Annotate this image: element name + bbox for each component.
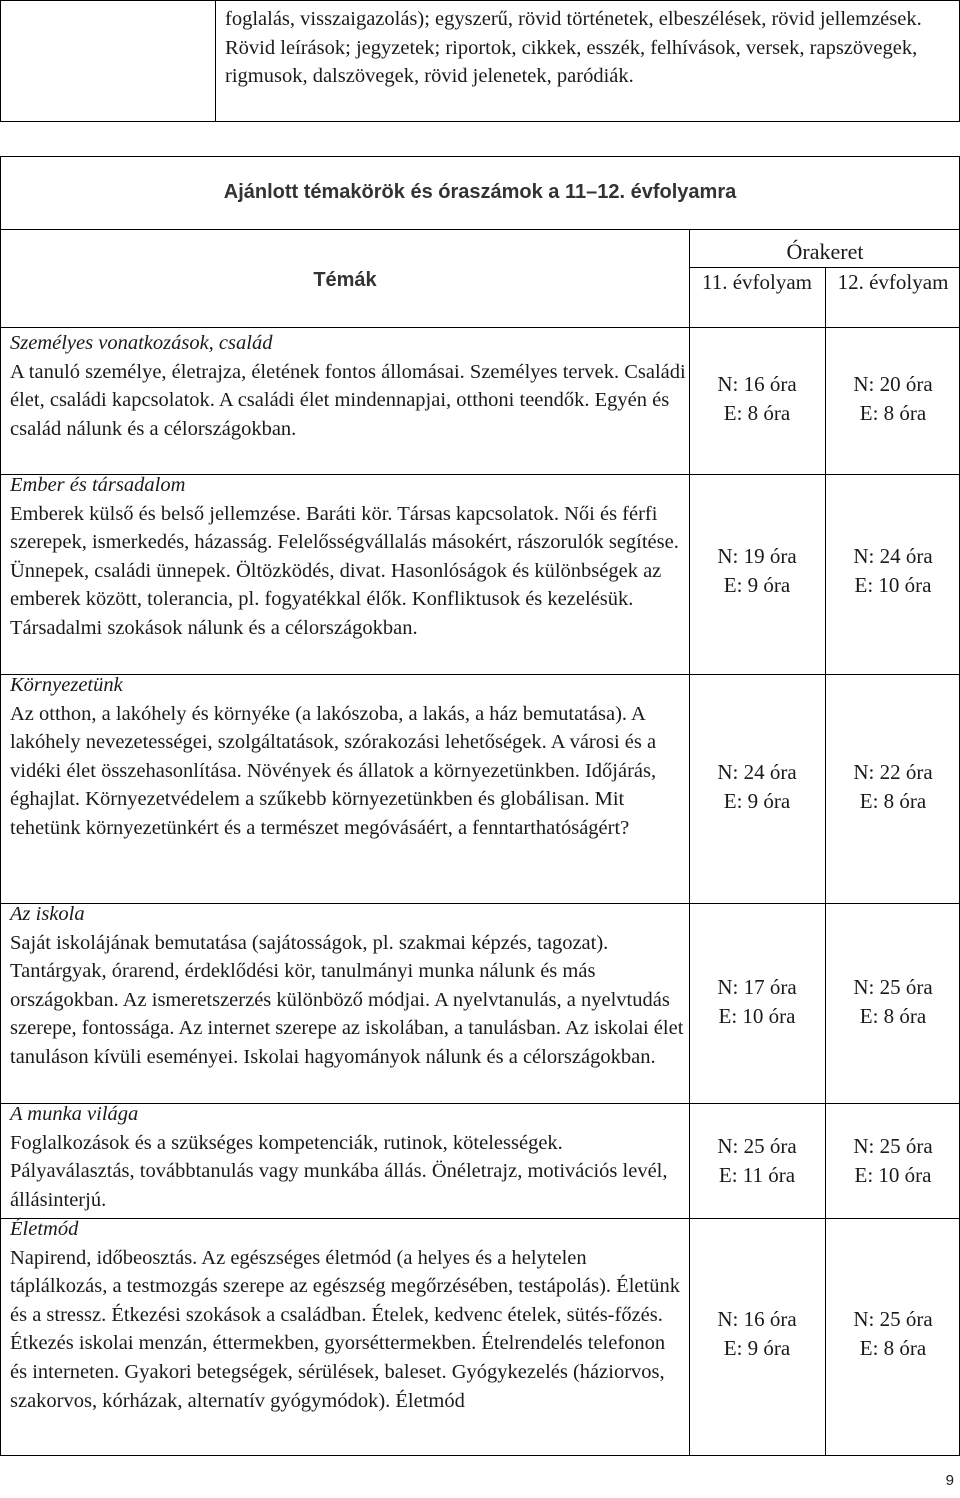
table-row [10,1215,686,1415]
hours-n: N: 20 óra [853,372,933,396]
page-number: 9 [945,1472,954,1489]
hours-e: E: 9 óra [723,1336,791,1360]
hours-e: E: 10 óra [854,1163,932,1187]
hours-e: E: 9 óra [723,789,791,813]
hours-year-11 [689,1132,825,1190]
hours-e: E: 8 óra [859,1336,927,1360]
topic-body: Az otthon, a lakóhely és környéke (a lakószoba, a lakás, a ház bemutatása). A lakóhely nevezetességei, szolgáltatások, szórakozási lehetőségek. A városi és a vidéki élet összehasonlítása. Növények és állatok a környezetünkben. Időjárás, éghajlat. Környezetvédelem a szűkebb környezetünkben és globálisan. Mit tehetünk környezetünkért és a természet megóvásáért, a fenntarthatóságért? [10,702,657,839]
column-header-year-12: 12. évfolyam [837,270,949,294]
header-divider [1,327,959,328]
topic-body: Foglalkozások és a szükséges kompetenciák, rutinok, kötelességek. Pályaválasztás, továbbtanulás vagy munkába állás. Önéletrajz, motivációs levél, állásinterjú. [10,1131,668,1211]
hours-e: E: 8 óra [859,1004,927,1028]
hours-n: N: 16 óra [717,1307,797,1331]
hours-e: E: 10 óra [718,1004,796,1028]
section-title: Ajánlott témakörök és óraszámok a 11–12. évfolyamra [223,181,737,203]
hours-e: E: 9 óra [723,573,791,597]
hours-year-11 [689,1305,825,1363]
hours-n: N: 16 óra [717,372,797,396]
hours-year-11 [689,758,825,816]
topic-title: Ember és társadalom [10,474,186,496]
topic-title: A munka világa [10,1103,139,1125]
hours-year-11 [689,370,825,428]
topic-title: Az iskola [10,903,85,925]
topic-body: A tanuló személye, életrajza, életének fontos állomásai. Személyes tervek. Családi élet, családi kapcsolatok. A családi élet mindennapjai, otthoni teendők. Egyén és család nálunk és a célországokban. [10,360,686,440]
hours-year-12 [825,1305,960,1363]
hours-n: N: 24 óra [853,544,933,568]
column-header-hours: Órakeret [786,239,864,264]
hours-e: E: 8 óra [859,789,927,813]
hours-n: N: 24 óra [717,760,797,784]
topic-title: Személyes vonatkozások, család [10,332,273,354]
intro-text: foglalás, visszaigazolás); egyszerű, rövid történetek, elbeszélések, rövid jellemzések. Rövid leírások; jegyzetek; riportok, cikkek, esszék, felhívások, versek, rapszövegek, rigmusok, dalszövegek, rövid jelenetek, paródiák. [225,8,922,87]
topic-body: Emberek külső és belső jellemzése. Baráti kör. Társas kapcsolatok. Női és férfi szerepek, ismerkedés, házasság. Felelősségvállalás másokért, rászorulók segítése. Ünnepek, családi ünnepek. Öltözködés, divat. Hasonlóságok és különbségek az emberek között, tolerancia, pl. fogyatékkal élők. Konfliktusok és kezelésük. Társadalmi szokások nálunk és a célországokban. [10,502,679,639]
table-row [10,471,686,643]
table-row [10,900,686,1072]
hours-year-12 [825,542,960,600]
topics-table [0,229,960,1456]
hours-n: N: 25 óra [853,975,933,999]
hours-year-12 [825,370,960,428]
column-header-year-11: 11. évfolyam [701,270,813,294]
table-row [10,329,686,443]
hours-e: E: 8 óra [723,401,791,425]
table-row [10,671,686,843]
topic-title: Környezetünk [10,674,123,696]
topic-title: Életmód [10,1218,79,1240]
table-row [10,1100,686,1214]
topic-body: Saját iskolájának bemutatása (sajátosságok, pl. szakmai képzés, tagozat). Tantárgyak, órarend, érdeklődési kör, tanulmányi munka nálunk és más országokban. Az ismeretszerzés különböző módjai. A nyelvtanulás, a nyelvtudás szerepe, fontossága. Az internet szerepe az iskolában, a tanulásban. Az iskolai élet tanuláson kívüli eseményei. Iskolai hagyományok nálunk és a célországokban. [10,931,684,1068]
intro-box [0,0,960,122]
hours-year-11 [689,542,825,600]
hours-year-12 [825,973,960,1031]
hours-year-11 [689,973,825,1031]
hours-year-12 [825,758,960,816]
hours-n: N: 22 óra [853,760,933,784]
hours-n: N: 17 óra [717,975,797,999]
column-divider [825,267,826,1455]
section-title-box [0,156,960,230]
hours-year-12 [825,1132,960,1190]
topic-body: Napirend, időbeosztás. Az egészséges életmód (a helyes és a helytelen táplálkozás, a testmozgás szerepe az egészség megőrzésében, testápolás). Életünk és a stressz. Étkezési szokások a családban. Ételek, kedvenc ételek, sütés-főzés. Étkezés iskolai menzán, éttermekben, gyorséttermekben. Ételrendelés telefonon és interneten. Gyakori betegségek, sérülések, baleset. Gyógykezelés (háziorvos, szakorvos, kórházak, alternatív gyógymódok). Életmód [10,1246,680,1412]
hours-e: E: 11 óra [718,1163,796,1187]
hours-e: E: 10 óra [854,573,932,597]
intro-left-cell [1,1,216,121]
hours-n: N: 25 óra [853,1307,933,1331]
hours-e: E: 8 óra [859,401,927,425]
column-header-topics: Témák [313,269,377,291]
hours-n: N: 25 óra [717,1134,797,1158]
hours-n: N: 19 óra [717,544,797,568]
hours-n: N: 25 óra [853,1134,933,1158]
